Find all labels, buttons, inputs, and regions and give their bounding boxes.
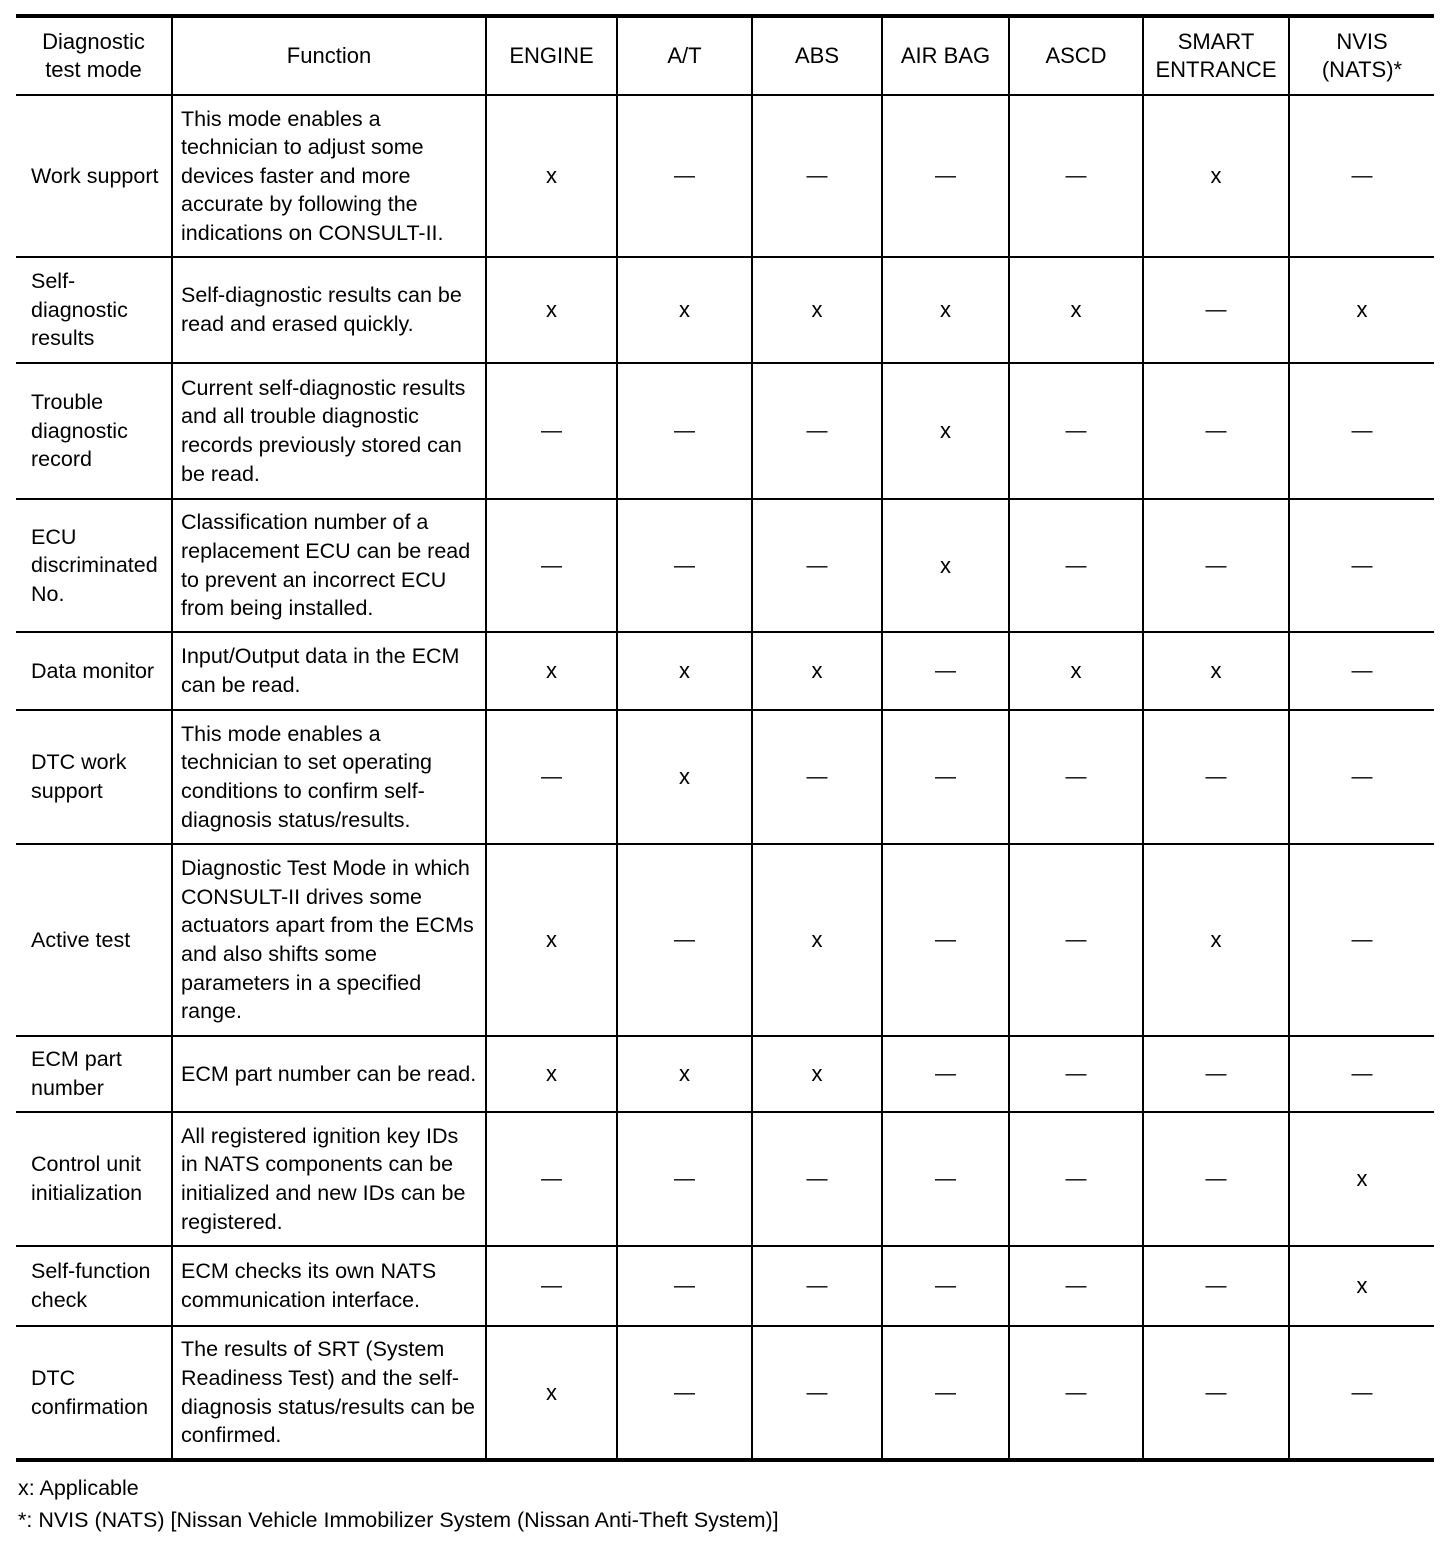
cell-nvis-nats (1289, 1246, 1434, 1326)
table-row (16, 632, 1434, 710)
cell-abs (752, 1246, 882, 1326)
not-applicable-mark: — (1065, 553, 1087, 577)
cell-air-bag (882, 844, 1009, 1036)
applicable-mark: x (679, 1061, 690, 1086)
applicable-mark: x (679, 297, 690, 322)
applicable-mark: x (811, 927, 823, 952)
cell-abs (752, 257, 882, 363)
cell-smart-entrance (1143, 1326, 1289, 1460)
not-applicable-mark: — (674, 419, 695, 442)
cell-function: This mode enables a technician to adjust some devices faster and more accurate by following the indications on CONSULT-II. (172, 95, 486, 257)
cell-at (617, 95, 752, 257)
cell-engine (486, 1326, 617, 1460)
cell-abs (752, 499, 882, 632)
cell-at (617, 363, 752, 499)
cell-nvis-nats (1289, 1036, 1434, 1112)
applicable-mark: x (546, 297, 557, 322)
cell-nvis-nats (1289, 1112, 1434, 1246)
cell-air-bag (882, 499, 1009, 632)
not-applicable-mark: — (1205, 298, 1227, 321)
not-applicable-mark: — (541, 1167, 562, 1190)
cell-at (617, 257, 752, 363)
not-applicable-mark: — (1065, 164, 1087, 187)
cell-function: Classification number of a replacement ECU can be read to prevent an incorrect ECU from being installed. (172, 499, 486, 632)
applicable-mark: x (1356, 297, 1368, 322)
cell-abs (752, 363, 882, 499)
table-row (16, 844, 1434, 1036)
cell-diagnostic-mode: Data monitor (16, 632, 172, 710)
cell-diagnostic-mode: ECM part number (16, 1036, 172, 1112)
cell-air-bag (882, 1326, 1009, 1460)
cell-engine (486, 1246, 617, 1326)
not-applicable-mark: — (1351, 553, 1373, 577)
not-applicable-mark: — (1065, 928, 1087, 951)
table-row (16, 1246, 1434, 1326)
applicable-mark: x (811, 658, 823, 683)
not-applicable-mark: — (935, 765, 956, 788)
cell-ascd (1009, 499, 1143, 632)
cell-function: ECM part number can be read. (172, 1036, 486, 1112)
applicable-mark: x (940, 297, 951, 322)
not-applicable-mark: — (806, 553, 828, 577)
cell-ascd (1009, 1112, 1143, 1246)
cell-engine (486, 632, 617, 710)
cell-engine (486, 844, 617, 1036)
not-applicable-mark: — (674, 928, 695, 951)
cell-air-bag (882, 632, 1009, 710)
cell-nvis-nats (1289, 632, 1434, 710)
table-row (16, 1112, 1434, 1246)
cell-engine (486, 499, 617, 632)
cell-diagnostic-mode: Control unit initialization (16, 1112, 172, 1246)
not-applicable-mark: — (674, 1274, 695, 1297)
cell-air-bag (882, 710, 1009, 844)
cell-nvis-nats (1289, 844, 1434, 1036)
header-abs: ABS (752, 16, 882, 95)
cell-function: The results of SRT (System Readiness Test) and the self-diagnosis status/results can be confirmed. (172, 1326, 486, 1460)
not-applicable-mark: — (1351, 928, 1373, 951)
cell-function: ECM checks its own NATS communication interface. (172, 1246, 486, 1326)
cell-ascd (1009, 1036, 1143, 1112)
note-nvis: *: NVIS (NATS) [Nissan Vehicle Immobilizer System (Nissan Anti-Theft System)] (18, 1508, 779, 1532)
not-applicable-mark: — (541, 419, 562, 442)
not-applicable-mark: — (1351, 419, 1373, 442)
cell-diagnostic-mode: DTC work support (16, 710, 172, 844)
table-row (16, 363, 1434, 499)
applicable-mark: x (940, 418, 951, 443)
cell-smart-entrance (1143, 499, 1289, 632)
cell-smart-entrance (1143, 95, 1289, 257)
table-row (16, 257, 1434, 363)
header-engine: ENGINE (486, 16, 617, 95)
cell-at (617, 1036, 752, 1112)
not-applicable-mark: — (674, 553, 695, 577)
cell-abs (752, 1036, 882, 1112)
cell-diagnostic-mode: Trouble diagnostic record (16, 363, 172, 499)
table-row (16, 95, 1434, 257)
applicable-mark: x (679, 764, 690, 789)
not-applicable-mark: — (541, 553, 562, 577)
cell-function: All registered ignition key IDs in NATS components can be initialized and new IDs can be registered. (172, 1112, 486, 1246)
not-applicable-mark: — (1065, 1380, 1087, 1404)
cell-diagnostic-mode: Work support (16, 95, 172, 257)
applicable-mark: x (546, 927, 557, 952)
not-applicable-mark: — (935, 1062, 956, 1085)
cell-function: Input/Output data in the ECM can be read. (172, 632, 486, 710)
not-applicable-mark: — (935, 659, 956, 682)
cell-diagnostic-mode: DTC confirmation (16, 1326, 172, 1460)
not-applicable-mark: — (1065, 419, 1087, 442)
applicable-mark: x (546, 658, 557, 683)
not-applicable-mark: — (1351, 659, 1373, 682)
cell-abs (752, 632, 882, 710)
not-applicable-mark: — (806, 765, 828, 788)
table-row (16, 1036, 1434, 1112)
applicable-mark: x (546, 163, 557, 188)
diagnostic-mode-table (16, 14, 1434, 1462)
cell-ascd (1009, 363, 1143, 499)
cell-engine (486, 1112, 617, 1246)
cell-air-bag (882, 363, 1009, 499)
table-row (16, 499, 1434, 632)
not-applicable-mark: — (674, 1380, 695, 1404)
not-applicable-mark: — (806, 1167, 828, 1190)
header-at: A/T (617, 16, 752, 95)
cell-ascd (1009, 844, 1143, 1036)
cell-at (617, 844, 752, 1036)
cell-smart-entrance (1143, 844, 1289, 1036)
not-applicable-mark: — (806, 419, 828, 442)
cell-diagnostic-mode: Self-diagnostic results (16, 257, 172, 363)
cell-engine (486, 95, 617, 257)
cell-abs (752, 1326, 882, 1460)
applicable-mark: x (1356, 1166, 1368, 1191)
not-applicable-mark: — (1065, 1062, 1087, 1085)
cell-engine (486, 1036, 617, 1112)
cell-smart-entrance (1143, 363, 1289, 499)
table-body (16, 95, 1434, 1460)
applicable-mark: x (1210, 163, 1222, 188)
not-applicable-mark: — (1351, 164, 1373, 187)
cell-at (617, 1326, 752, 1460)
cell-engine (486, 363, 617, 499)
cell-ascd (1009, 95, 1143, 257)
not-applicable-mark: — (1205, 419, 1227, 442)
cell-abs (752, 844, 882, 1036)
not-applicable-mark: — (806, 1380, 828, 1404)
applicable-mark: x (1210, 927, 1222, 952)
cell-smart-entrance (1143, 1246, 1289, 1326)
cell-ascd (1009, 1246, 1143, 1326)
not-applicable-mark: — (1351, 1062, 1373, 1085)
applicable-mark: x (1070, 297, 1082, 322)
not-applicable-mark: — (1205, 1062, 1227, 1085)
cell-smart-entrance (1143, 257, 1289, 363)
header-ascd: ASCD (1009, 16, 1143, 95)
header-smart-entrance: SMART ENTRANCE (1143, 16, 1289, 95)
applicable-mark: x (1356, 1273, 1368, 1298)
table-row (16, 1326, 1434, 1460)
cell-air-bag (882, 1246, 1009, 1326)
header-nvis-nats: NVIS (NATS)* (1289, 16, 1434, 95)
cell-function: Current self-diagnostic results and all trouble diagnostic records previously stored can be read. (172, 363, 486, 499)
cell-air-bag (882, 1112, 1009, 1246)
cell-function: Self-diagnostic results can be read and erased quickly. (172, 257, 486, 363)
cell-diagnostic-mode: ECU discriminated No. (16, 499, 172, 632)
cell-diagnostic-mode: Active test (16, 844, 172, 1036)
not-applicable-mark: — (1205, 1167, 1227, 1190)
not-applicable-mark: — (1065, 1167, 1087, 1190)
cell-abs (752, 1112, 882, 1246)
not-applicable-mark: — (541, 765, 562, 788)
not-applicable-mark: — (674, 1167, 695, 1190)
not-applicable-mark: — (1065, 1274, 1087, 1297)
cell-abs (752, 95, 882, 257)
cell-nvis-nats (1289, 257, 1434, 363)
cell-smart-entrance (1143, 1036, 1289, 1112)
not-applicable-mark: — (935, 164, 956, 187)
not-applicable-mark: — (1205, 1274, 1227, 1297)
footnotes (18, 1472, 779, 1536)
cell-at (617, 1112, 752, 1246)
applicable-mark: x (1070, 658, 1082, 683)
cell-at (617, 632, 752, 710)
not-applicable-mark: — (935, 1274, 956, 1297)
cell-smart-entrance (1143, 710, 1289, 844)
cell-air-bag (882, 1036, 1009, 1112)
not-applicable-mark: — (674, 164, 695, 187)
not-applicable-mark: — (1065, 765, 1087, 788)
cell-ascd (1009, 1326, 1143, 1460)
cell-function: Diagnostic Test Mode in which CONSULT-II drives some actuators apart from the ECMs and also shifts some parameters in a specified range. (172, 844, 486, 1036)
cell-ascd (1009, 632, 1143, 710)
applicable-mark: x (811, 1061, 823, 1086)
applicable-mark: x (546, 1379, 557, 1405)
cell-function: This mode enables a technician to set operating conditions to confirm self-diagnosis status/results. (172, 710, 486, 844)
cell-engine (486, 257, 617, 363)
cell-at (617, 499, 752, 632)
header-function: Function (172, 16, 486, 95)
cell-nvis-nats (1289, 95, 1434, 257)
not-applicable-mark: — (541, 1274, 562, 1297)
table-row (16, 710, 1434, 844)
header-row (16, 16, 1434, 95)
header-air-bag: AIR BAG (882, 16, 1009, 95)
applicable-mark: x (679, 658, 690, 683)
not-applicable-mark: — (935, 928, 956, 951)
applicable-mark: x (1210, 658, 1222, 683)
cell-air-bag (882, 95, 1009, 257)
cell-nvis-nats (1289, 499, 1434, 632)
cell-at (617, 710, 752, 844)
not-applicable-mark: — (935, 1380, 956, 1404)
note-applicable: x: Applicable (18, 1476, 139, 1500)
cell-air-bag (882, 257, 1009, 363)
not-applicable-mark: — (1205, 1380, 1227, 1404)
applicable-mark: x (940, 552, 951, 578)
not-applicable-mark: — (935, 1167, 956, 1190)
cell-ascd (1009, 257, 1143, 363)
cell-engine (486, 710, 617, 844)
cell-abs (752, 710, 882, 844)
cell-smart-entrance (1143, 1112, 1289, 1246)
not-applicable-mark: — (1205, 553, 1227, 577)
cell-at (617, 1246, 752, 1326)
applicable-mark: x (811, 297, 823, 322)
cell-nvis-nats (1289, 363, 1434, 499)
not-applicable-mark: — (1351, 765, 1373, 788)
not-applicable-mark: — (806, 1274, 828, 1297)
cell-nvis-nats (1289, 1326, 1434, 1460)
cell-nvis-nats (1289, 710, 1434, 844)
cell-smart-entrance (1143, 632, 1289, 710)
not-applicable-mark: — (1351, 1380, 1373, 1404)
cell-diagnostic-mode: Self-function check (16, 1246, 172, 1326)
applicable-mark: x (546, 1061, 557, 1086)
cell-ascd (1009, 710, 1143, 844)
not-applicable-mark: — (806, 164, 828, 187)
not-applicable-mark: — (1205, 765, 1227, 788)
header-diagnostic-test-mode: Diagnostic test mode (16, 16, 172, 95)
